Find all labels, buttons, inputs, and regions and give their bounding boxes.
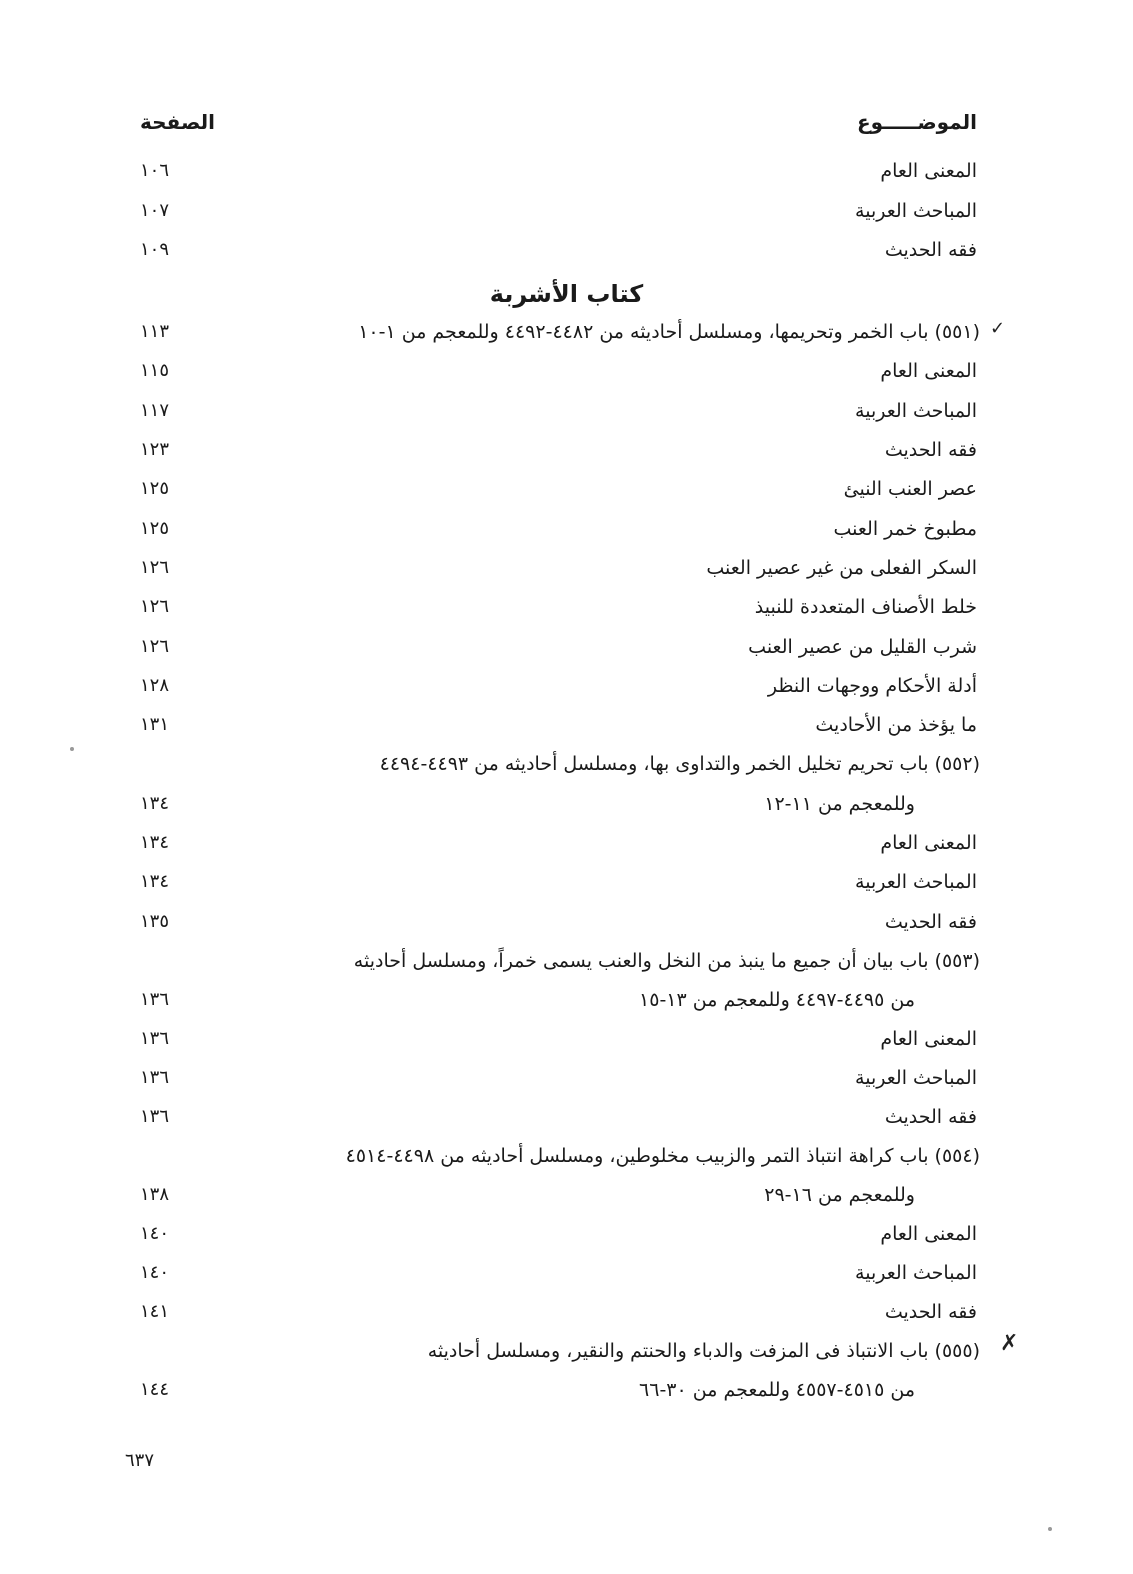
toc-page: ١٣٨ — [140, 1184, 170, 1205]
toc-row — [130, 192, 985, 230]
toc-row — [130, 824, 985, 862]
toc-row — [130, 628, 985, 666]
toc-topic: شرب القليل من عصير العنب — [748, 636, 977, 658]
toc-row — [130, 1254, 985, 1292]
toc-page: ١٣٤ — [140, 871, 170, 892]
toc-row — [130, 1215, 985, 1253]
toc-topic: فقه الحديث — [884, 1106, 977, 1128]
scan-speck — [1048, 1527, 1052, 1531]
toc-page: ١٣٦ — [140, 989, 170, 1010]
toc-page: ١٢٣ — [140, 439, 170, 460]
toc-page: ١٤١ — [140, 1301, 170, 1322]
toc-topic: المعنى العام — [880, 360, 977, 382]
toc-page: ١٣٦ — [140, 1028, 170, 1049]
toc-row — [130, 706, 985, 744]
toc-page: ١١٣ — [140, 321, 170, 342]
toc-topic: أدلة الأحكام ووجهات النظر — [767, 675, 977, 697]
toc-topic: فقه الحديث — [884, 911, 977, 933]
toc-topic: المباحث العربية — [855, 200, 977, 222]
toc-topic: (٥٥١) باب الخمر وتحريمها، ومسلسل أحاديثه من ٤٤٨٢-٤٤٩٢ وللمعجم من ١-١٠ — [358, 321, 980, 343]
toc-topic: وللمعجم من ١١-١٢ — [764, 793, 915, 815]
toc-topic: خلط الأصناف المتعددة للنبيذ — [754, 596, 977, 618]
toc-topic: فقه الحديث — [884, 239, 977, 261]
header-row — [130, 103, 985, 141]
toc-page: ١٣٤ — [140, 793, 170, 814]
toc-row — [130, 352, 985, 390]
topic-column-header: الموضـــــوع — [856, 110, 977, 134]
toc-page: ١٢٦ — [140, 636, 170, 657]
page-number-footer: ٦٣٧ — [125, 1450, 155, 1471]
toc-page: ١٣٤ — [140, 832, 170, 853]
toc-topic: فقه الحديث — [884, 439, 977, 461]
toc-row — [130, 785, 985, 823]
toc-page: ١٢٨ — [140, 675, 170, 696]
toc-topic: (٥٥٣) باب بيان أن جميع ما ينبذ من النخل والعنب يسمى خمراً، ومسلسل أحاديثه — [353, 950, 980, 972]
toc-topic: المباحث العربية — [855, 1262, 977, 1284]
toc-row — [130, 231, 985, 269]
toc-topic: فقه الحديث — [884, 1301, 977, 1323]
toc-row — [130, 1332, 985, 1370]
toc-page: ١١٧ — [140, 400, 170, 421]
check-mark-icon: ✓ — [990, 318, 1006, 339]
scan-speck — [70, 747, 74, 751]
toc-row — [130, 981, 985, 1019]
toc-row — [130, 470, 985, 508]
toc-topic: من ٤٥١٥-٤٥٥٧ وللمعجم من ٣٠-٦٦ — [639, 1379, 915, 1401]
toc-page: ١٢٥ — [140, 478, 170, 499]
toc-row — [130, 1059, 985, 1097]
toc-page: ١٣٦ — [140, 1106, 170, 1127]
toc-page: ١٣٦ — [140, 1067, 170, 1088]
toc-row — [130, 1293, 985, 1331]
toc-row — [130, 392, 985, 430]
toc-topic: عصر العنب النيئ — [843, 478, 977, 500]
toc-topic: وللمعجم من ١٦-٢٩ — [764, 1184, 915, 1206]
toc-row — [130, 1137, 985, 1175]
toc-row — [130, 549, 985, 587]
toc-topic: (٥٥٢) باب تحريم تخليل الخمر والتداوى بها، ومسلسل أحاديثه من ٤٤٩٣-٤٤٩٤ — [379, 753, 980, 775]
toc-topic: ما يؤخذ من الأحاديث — [815, 714, 977, 736]
toc-row — [130, 903, 985, 941]
toc-row — [130, 745, 985, 783]
toc-page: ١٤٤ — [140, 1379, 170, 1400]
handwritten-mark-icon: ✗ — [1000, 1331, 1019, 1356]
toc-page: ١٣٥ — [140, 911, 170, 932]
toc-page: ١٤٠ — [140, 1223, 170, 1244]
toc-topic: السكر الفعلى من غير عصير العنب — [706, 557, 977, 579]
section-title: كتاب الأشربة — [489, 280, 644, 308]
toc-topic: المعنى العام — [880, 160, 977, 182]
toc-topic: المعنى العام — [880, 832, 977, 854]
toc-page: ١٣١ — [140, 714, 170, 735]
toc-row — [130, 152, 985, 190]
toc-topic: المعنى العام — [880, 1223, 977, 1245]
toc-row — [130, 667, 985, 705]
toc-topic: من ٤٤٩٥-٤٤٩٧ وللمعجم من ١٣-١٥ — [639, 989, 915, 1011]
toc-row — [130, 588, 985, 626]
toc-topic: مطبوخ خمر العنب — [833, 518, 977, 540]
toc-page: ١٢٦ — [140, 557, 170, 578]
toc-row — [130, 431, 985, 469]
toc-page: ١٠٦ — [140, 160, 170, 181]
toc-page: ١٠٩ — [140, 239, 170, 260]
toc-topic: المباحث العربية — [855, 871, 977, 893]
toc-page: ١٠٧ — [140, 200, 170, 221]
page-column-header: الصفحة — [140, 110, 216, 134]
toc-row — [130, 510, 985, 548]
toc-page: ١٢٦ — [140, 596, 170, 617]
toc-topic: (٥٥٤) باب كراهة انتباذ التمر والزبيب مخلوطين، ومسلسل أحاديثه من ٤٤٩٨-٤٥١٤ — [345, 1145, 980, 1167]
toc-page: ١١٥ — [140, 360, 170, 381]
toc-row — [130, 1098, 985, 1136]
toc-row — [130, 1020, 985, 1058]
toc-row — [130, 1371, 985, 1409]
toc-page: ١٤٠ — [140, 1262, 170, 1283]
toc-row — [130, 1176, 985, 1214]
toc-row — [130, 942, 985, 980]
toc-topic: (٥٥٥) باب الانتباذ فى المزفت والدباء والحنتم والنقير، ومسلسل أحاديثه — [427, 1340, 980, 1362]
toc-topic: المعنى العام — [880, 1028, 977, 1050]
toc-page: ١٢٥ — [140, 518, 170, 539]
toc-topic: المباحث العربية — [855, 400, 977, 422]
toc-row — [130, 313, 985, 351]
toc-row — [130, 863, 985, 901]
toc-topic: المباحث العربية — [855, 1067, 977, 1089]
